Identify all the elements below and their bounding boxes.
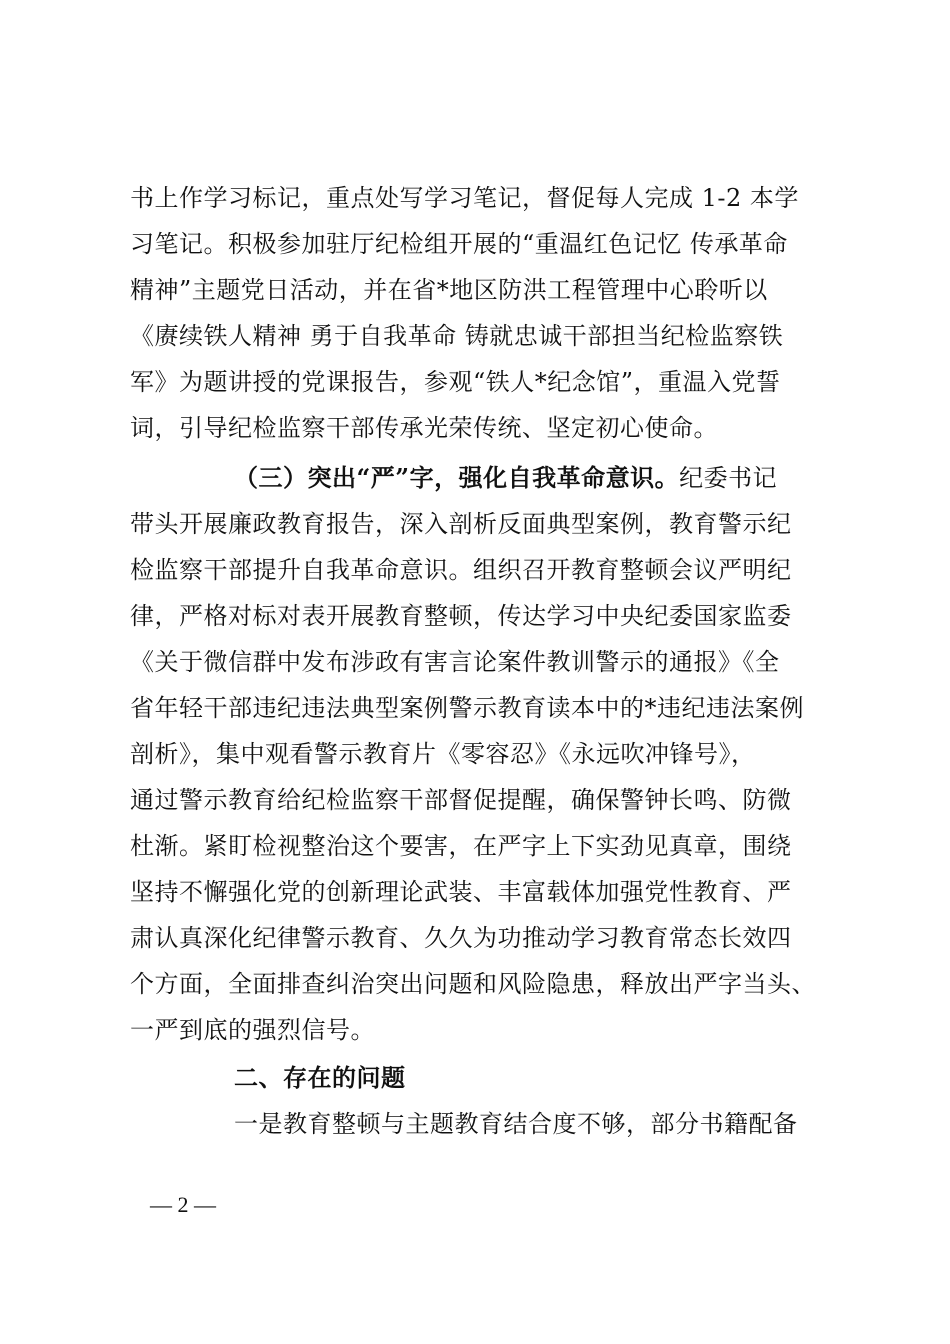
text-line: 杜渐。紧盯检视整治这个要害，在严字上下实劲见真章，围绕 [130,832,792,860]
paragraph-lead-heading: （三）突出“严”字，强化自我革命意识。 [234,463,680,492]
section-problems [130,1055,840,1147]
text-line: 剖析》，集中观看警示教育片《零容忍》《永远吹冲锋号》， [130,740,756,768]
paragraph-self-revolution [130,455,840,1053]
text-line: 书上作学习标记，重点处写学习笔记，督促每人完成 1-2 本学 [130,184,799,212]
section-heading: 二、存在的问题 [234,1064,406,1092]
text-line: 带头开展廉政教育报告，深入剖析反面典型案例，教育警示纪 [130,510,792,538]
text-line: 一严到底的强烈信号。 [130,1016,375,1044]
text-line: 通过警示教育给纪检监察干部督促提醒，确保警钟长鸣、防微 [130,786,792,814]
text-line-first [130,455,840,501]
paragraph-lead-rest: 纪委书记 [679,464,778,492]
text-line: 习笔记。积极参加驻厅纪检组开展的“重温红色记忆 传承革命 [130,230,788,258]
text-line: 检监察干部提升自我革命意识。组织召开教育整顿会议严明纪 [130,556,792,584]
text-line: 律，严格对标对表开展教育整顿，传达学习中央纪委国家监委 [130,602,792,630]
page-number: — 2 — [150,1192,216,1217]
text-line: 一是教育整顿与主题教育结合度不够，部分书籍配备 [234,1110,798,1138]
text-line: 《赓续铁人精神 勇于自我革命 铸就忠诚干部担当纪检监察铁 [130,322,784,350]
text-line: 军》为题讲授的党课报告，参观“铁人*纪念馆”，重温入党誓 [130,368,781,396]
text-line: 词，引导纪检监察干部传承光荣传统、坚定初心使命。 [130,414,718,442]
text-line: 坚持不懈强化党的创新理论武装、丰富载体加强党性教育、严 [130,878,792,906]
text-line: 个方面，全面排查纠治突出问题和风险隐患，释放出严字当头、 [130,970,816,998]
text-line: 精神”主题党日活动，并在省*地区防洪工程管理中心聆听以 [130,276,768,304]
text-line: 《关于微信群中发布涉政有害言论案件教训警示的通报》《全 [130,648,780,676]
paragraph-study-notes [130,175,840,451]
text-line: 肃认真深化纪律警示教育、久久为功推动学习教育常态长效四 [130,924,792,952]
text-line: 省年轻干部违纪违法典型案例警示教育读本中的*违纪违法案例 [130,694,804,722]
